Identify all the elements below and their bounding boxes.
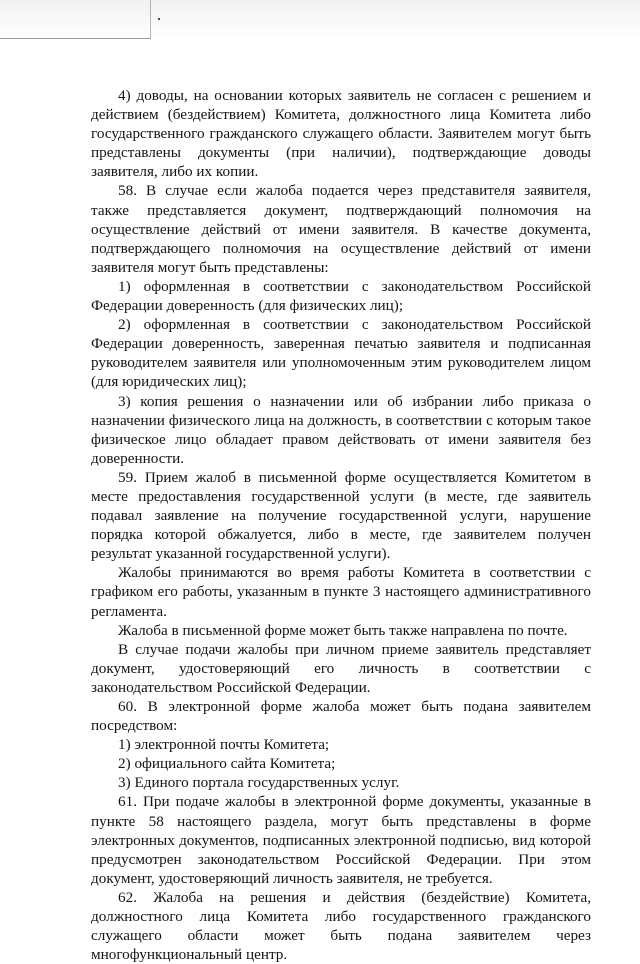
paragraph-58-item-2: 2) оформленная в соответствии с законодательством Российской Федерации доверенность, заверенная печатью заявителя и подписанная руководителем заявителя или уполномоченным этим руководителем лицом (для юридических лиц); <box>91 316 591 391</box>
scan-corner-line-vertical <box>150 0 151 39</box>
paragraph-item-4: 4) доводы, на основании которых заявитель не согласен с решением и действием (бездействием) Комитета, должностного лица Комитета либо государственного гражданского служащего области. Заявителем могут быть представлены документы (при наличии), подтверждающие доводы заявителя, либо их копии. <box>91 87 591 181</box>
paragraph-59: 59. Прием жалоб в письменной форме осуществляется Комитетом в месте предоставления государственной услуги (в месте, где заявитель подавал заявление на получение государственной услуги, нарушение порядка которой обжалуется, либо в месте, где заявителем получен результат указанной государственной услуги). <box>91 468 591 563</box>
paragraph-59-schedule: Жалобы принимаются во время работы Комитета в соответствии с графиком его работы, указанным в пункте 3 настоящего административного регламента. <box>91 564 591 620</box>
scan-top-edge <box>0 0 640 40</box>
paragraph-60-item-1: 1) электронной почты Комитета; <box>118 736 330 754</box>
paragraph-60: 60. В электронной форме жалоба может быть подана заявителем посредством: <box>91 698 591 735</box>
paragraph-60-item-2: 2) официального сайта Комитета; <box>118 755 336 773</box>
paragraph-59-personal: В случае подачи жалобы при личном приеме заявитель представляет документ, удостоверяющий его личность в соответствии с законодательством Российской Федерации. <box>91 640 591 696</box>
paragraph-59-mail: Жалоба в письменной форме может быть также направлена по почте. <box>118 621 568 639</box>
paragraph-62: 62. Жалоба на решения и действия (бездействие) Комитета, должностного лица Комитета либо государственного гражданского служащего области может быть подана заявителем через многофункциональный центр. <box>91 888 591 964</box>
document-body <box>91 86 591 964</box>
paragraph-61: 61. При подаче жалобы в электронной форме документы, указанные в пункте 58 настоящего раздела, могут быть представлены в форме электронных документов, подписанных электронной подписью, вид которой предусмотрен законодательством Российской Федерации. При этом документ, удостоверяющий личность заявителя, не требуется. <box>91 793 591 887</box>
paragraph-58: 58. В случае если жалоба подается через представителя заявителя, также представляется документ, подтверждающий полномочия на осуществление действий от имени заявителя. В качестве документа, подтверждающего полномочия на осуществление действий от имени заявителя могут быть представлены: <box>91 182 591 276</box>
paragraph-60-item-3: 3) Единого портала государственных услуг. <box>118 774 400 792</box>
paragraph-58-item-3: 3) копия решения о назначении или об избрании либо приказа о назначении физического лица на должность, в соответствии с которым такое физическое лицо обладает правом действовать от имени заявителя без доверенности. <box>91 392 591 467</box>
paragraph-58-item-1: 1) оформленная в соответствии с законодательством Российской Федерации доверенность (для физических лиц); <box>91 277 591 315</box>
scan-speck <box>158 18 160 20</box>
scan-corner-line <box>0 38 150 39</box>
